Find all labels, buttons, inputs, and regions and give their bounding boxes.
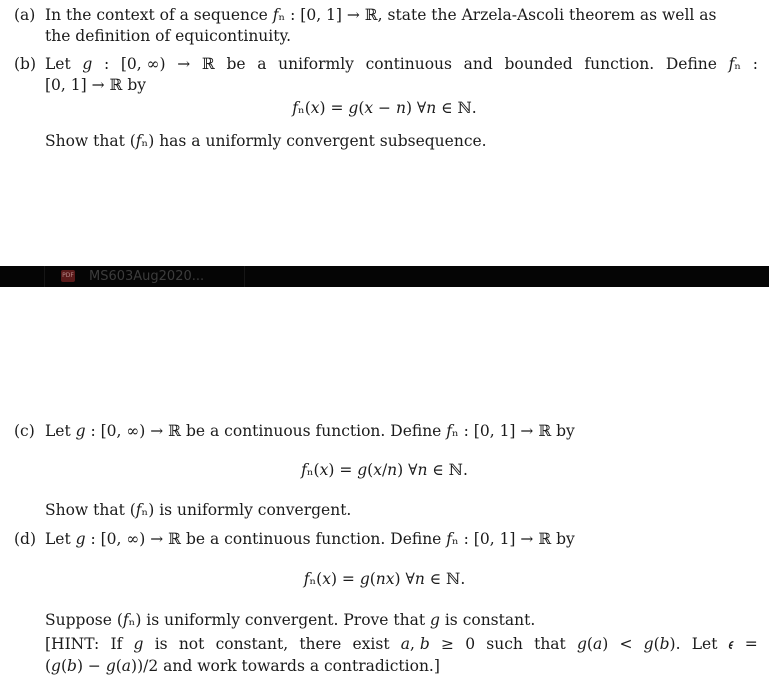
part-a-line-2: the definition of equicontinuity. <box>45 27 292 45</box>
part-b-show: Show that (𝑓ₙ) has a uniformly convergent subsequence. <box>45 132 487 150</box>
word: a <box>257 55 267 73</box>
word: and <box>463 55 493 73</box>
part-a-line-1: In the context of a sequence 𝑓ₙ : [0, 1] → ℝ, state the Arzela-Ascoli theorem as well as <box>45 6 717 24</box>
word: function. <box>584 55 655 73</box>
word: there <box>299 635 342 653</box>
part-b-line-1 <box>45 54 758 74</box>
part-d-hint-line-1 <box>45 634 758 654</box>
word: : <box>103 55 110 73</box>
word: Define <box>665 55 717 73</box>
word: < <box>619 635 633 653</box>
word: [0, ∞) <box>120 55 166 73</box>
word: : <box>752 55 758 73</box>
pdf-tab-filename[interactable]: MS603Aug2020... <box>89 269 205 284</box>
word: bounded <box>504 55 573 73</box>
part-d-equation: 𝑓ₙ(𝑥) = 𝑔(𝑛𝑥) ∀𝑛 ∈ ℕ. <box>303 570 466 588</box>
pdf-file-icon: PDF <box>61 270 75 282</box>
part-c-equation: 𝑓ₙ(𝑥) = 𝑔(𝑥/𝑛) ∀𝑛 ∈ ℕ. <box>301 461 468 479</box>
word: [HINT: <box>45 635 100 653</box>
part-b-equation: 𝑓ₙ(𝑥) = 𝑔(𝑥 − 𝑛) ∀𝑛 ∈ ℕ. <box>292 99 477 117</box>
word: 𝑔(𝑏). <box>643 635 681 653</box>
word: Let <box>45 55 71 73</box>
word: Let <box>691 635 718 653</box>
word: = <box>744 635 758 653</box>
part-d-suppose: Suppose (𝑓ₙ) is uniformly convergent. Prove that 𝑔 is constant. <box>45 611 536 629</box>
word: 𝜖 <box>728 635 734 653</box>
word: be <box>226 55 246 73</box>
word: ℝ <box>201 55 215 73</box>
word: 𝑓ₙ <box>728 55 742 73</box>
word: → <box>177 55 191 73</box>
word: 0 <box>465 635 476 653</box>
part-a-label: (a) <box>14 6 36 24</box>
word: 𝑎, 𝑏 <box>400 635 430 653</box>
part-b-label: (b) <box>14 55 37 73</box>
word: exist <box>352 635 390 653</box>
word: such <box>486 635 523 653</box>
word: 𝑔 <box>133 635 144 653</box>
word: uniformly <box>278 55 354 73</box>
word: ≥ <box>441 635 454 653</box>
part-b-line-2: [0, 1] → ℝ by <box>45 76 146 94</box>
part-d-line-1: Let 𝑔 : [0, ∞) → ℝ be a continuous function. Define 𝑓ₙ : [0, 1] → ℝ by <box>45 530 575 548</box>
word: continuous <box>365 55 452 73</box>
word: is <box>154 635 168 653</box>
tab-divider <box>244 266 245 287</box>
part-d-label: (d) <box>14 530 37 548</box>
word: not <box>178 635 205 653</box>
part-c-line-1: Let 𝑔 : [0, ∞) → ℝ be a continuous function. Define 𝑓ₙ : [0, 1] → ℝ by <box>45 422 575 440</box>
part-c-label: (c) <box>14 422 35 440</box>
word: 𝑔 <box>82 55 93 73</box>
word: If <box>110 635 123 653</box>
word: that <box>534 635 566 653</box>
word: 𝑔(𝑎) <box>576 635 609 653</box>
part-c-show: Show that (𝑓ₙ) is uniformly convergent. <box>45 501 352 519</box>
word: constant, <box>215 635 289 653</box>
tab-divider <box>44 266 45 287</box>
pdf-viewer-tab-bar <box>0 266 769 287</box>
part-d-hint-line-2: (𝑔(𝑏) − 𝑔(𝑎))/2 and work towards a contradiction.] <box>45 657 440 675</box>
